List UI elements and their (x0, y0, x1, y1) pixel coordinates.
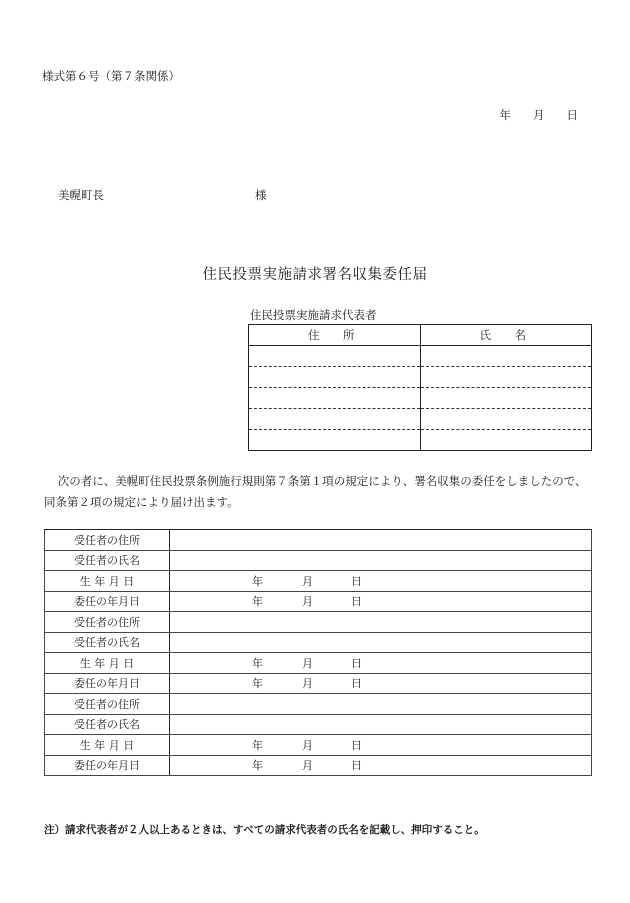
delegate-name-label: 受任者の氏名 (45, 550, 170, 571)
delegate-birth-row (45, 735, 592, 756)
unit-month: 月 (302, 759, 313, 773)
delegate-address-row (45, 612, 592, 633)
rep-address-cell[interactable] (249, 430, 421, 451)
rep-row (249, 409, 592, 430)
delegate-birth-row (45, 653, 592, 674)
rep-name-cell[interactable] (420, 388, 592, 409)
unit-day: 日 (351, 677, 362, 691)
rep-row (249, 388, 592, 409)
representatives-label: 住民投票実施請求代表者 (250, 308, 377, 322)
delegate-commission-row (45, 673, 592, 694)
delegate-address-label: 受任者の住所 (45, 612, 170, 633)
form-number: 様式第６号（第７条関係） (42, 69, 180, 83)
delegate-birth-label: 生 年 月 日 (45, 735, 170, 756)
submission-date (500, 107, 579, 123)
delegate-birth-label: 生 年 月 日 (45, 571, 170, 592)
rep-row (249, 367, 592, 388)
unit-month: 月 (302, 595, 313, 609)
rep-address-cell[interactable] (249, 346, 421, 367)
unit-year: 年 (252, 595, 263, 609)
delegate-address-row (45, 694, 592, 715)
delegate-commission-field[interactable] (170, 673, 592, 694)
delegate-commission-label: 委任の年月日 (45, 673, 170, 694)
unit-year: 年 (252, 677, 263, 691)
delegate-address-field[interactable] (170, 694, 592, 715)
addressee-name: 美幌町長 (58, 188, 104, 202)
delegate-address-label: 受任者の住所 (45, 530, 170, 551)
document-title: 住民投票実施請求署名収集委任届 (202, 267, 428, 283)
delegate-commission-row (45, 755, 592, 776)
rep-name-cell[interactable] (420, 346, 592, 367)
unit-year: 年 (252, 738, 263, 752)
unit-year: 年 (252, 656, 263, 670)
unit-day: 日 (351, 595, 362, 609)
delegate-name-label: 受任者の氏名 (45, 714, 170, 735)
unit-month: 月 (302, 574, 313, 588)
unit-day: 日 (351, 574, 362, 588)
delegate-commission-field[interactable] (170, 591, 592, 612)
delegate-name-row (45, 714, 592, 735)
body-text: 次の者に、美幌町住民投票条例施行規則第７条第１項の規定により、署名収集の委任をしましたので、同条第２項の規定により届け出ます。 (44, 474, 587, 509)
delegate-birth-field[interactable] (170, 653, 592, 674)
rep-name-cell[interactable] (420, 367, 592, 388)
delegate-birth-field[interactable] (170, 571, 592, 592)
delegate-address-row (45, 530, 592, 551)
rep-header-name: 氏 名 (420, 325, 592, 346)
unit-year: 年 (252, 759, 263, 773)
rep-address-cell[interactable] (249, 367, 421, 388)
delegate-address-field[interactable] (170, 612, 592, 633)
delegate-birth-field[interactable] (170, 735, 592, 756)
delegate-name-field[interactable] (170, 632, 592, 653)
unit-day: 日 (351, 656, 362, 670)
delegate-commission-label: 委任の年月日 (45, 591, 170, 612)
addressee-honorific: 様 (255, 188, 267, 202)
delegate-address-label: 受任者の住所 (45, 694, 170, 715)
delegate-name-row (45, 550, 592, 571)
rep-row (249, 430, 592, 451)
rep-name-cell[interactable] (420, 409, 592, 430)
delegate-address-field[interactable] (170, 530, 592, 551)
unit-month: 月 (302, 738, 313, 752)
footnote: 注）請求代表者が２人以上あるときは、すべての請求代表者の氏名を記載し、押印すること。 (44, 824, 485, 836)
delegate-commission-label: 委任の年月日 (45, 755, 170, 776)
delegate-birth-label: 生 年 月 日 (45, 653, 170, 674)
rep-address-cell[interactable] (249, 388, 421, 409)
unit-month: 月 (302, 677, 313, 691)
unit-year: 年 (252, 574, 263, 588)
delegate-birth-row (45, 571, 592, 592)
unit-month: 月 (302, 656, 313, 670)
delegates-table (44, 529, 592, 776)
date-month: 月 (533, 108, 545, 122)
date-year: 年 (499, 108, 511, 122)
delegate-commission-row (45, 591, 592, 612)
date-day: 日 (566, 108, 578, 122)
rep-name-cell[interactable] (420, 430, 592, 451)
rep-row (249, 346, 592, 367)
delegate-name-field[interactable] (170, 550, 592, 571)
delegate-name-row (45, 632, 592, 653)
unit-day: 日 (351, 738, 362, 752)
delegate-name-field[interactable] (170, 714, 592, 735)
unit-day: 日 (351, 759, 362, 773)
representatives-table (248, 324, 592, 451)
delegate-name-label: 受任者の氏名 (45, 632, 170, 653)
rep-header-address: 住 所 (249, 325, 421, 346)
rep-address-cell[interactable] (249, 409, 421, 430)
delegate-commission-field[interactable] (170, 755, 592, 776)
